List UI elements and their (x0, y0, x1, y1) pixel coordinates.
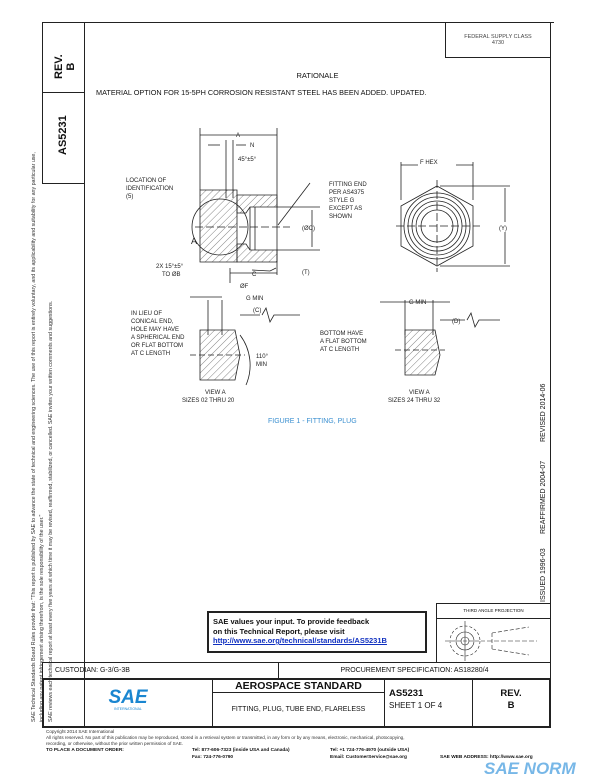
procurement-row (278, 662, 551, 679)
history-reaffirmed: REAFFIRMED 2004-07 (540, 460, 547, 534)
label-location-2: IDENTIFICATION (126, 186, 174, 192)
label-bottom-3: AT C LENGTH (320, 347, 360, 353)
label-lieu-5: OR FLAT BOTTOM (131, 343, 184, 349)
label-angle-45: 45°±5° (238, 157, 257, 163)
feedback-box (207, 611, 427, 653)
projection-label: THIRD ANGLE PROJECTION (437, 604, 550, 619)
label-chamfer-2: TO ØB (162, 272, 181, 278)
sae-logo-sub: INTERNATIONAL (114, 707, 142, 711)
feedback-line-1: SAE values your input. To provide feedback (213, 617, 370, 626)
watermark-logo: SAE NORM (484, 759, 576, 778)
rev-cell-value: B (507, 700, 515, 711)
doc-title-cell (212, 692, 385, 728)
federal-supply-class-box (445, 22, 551, 58)
label-fitting-3: STYLE G (329, 198, 355, 204)
label-lieu-2: CONICAL END, (131, 319, 174, 325)
tel-us: Tel: 877-606-7323 (inside USA and Canada) (192, 748, 290, 753)
label-lieu-4: A SPHERICAL END (131, 335, 185, 341)
label-fitting-2: PER AS4375 (329, 190, 365, 196)
history-revised: REVISED 2014-06 (540, 383, 547, 442)
fax: Fax: 724-776-0790 (192, 755, 234, 760)
rev-cell-label: REV. (500, 688, 522, 699)
email[interactable]: Email: CustomerService@sae.org (330, 755, 407, 760)
footer (46, 729, 566, 747)
custodian: CUSTODIAN: G-3/G-3B (55, 667, 130, 674)
history-issued: ISSUED 1996-03 (540, 548, 547, 602)
label-bottom-1: BOTTOM HAVE (320, 331, 364, 337)
doc-number-cell (384, 678, 473, 728)
label-c: C (252, 272, 257, 278)
custodian-row (42, 662, 279, 679)
label-d-ref: (D) (452, 319, 461, 325)
rationale-title: RATIONALE (296, 71, 339, 80)
label-c-ref: (C) (253, 308, 262, 314)
doc-number-box (42, 92, 85, 184)
label-t: (T) (302, 270, 310, 276)
view-a-marker: A (191, 236, 198, 246)
label-location-1: LOCATION OF (126, 178, 167, 184)
label-chamfer-1: 2X 15°±5° (156, 264, 184, 270)
label-g-min: G MIN (246, 296, 264, 302)
label-y: (Y) (499, 226, 507, 232)
label-bottom-2: A FLAT BOTTOM (320, 339, 367, 345)
sheet-number: SHEET 1 OF 4 (389, 701, 443, 710)
standard-type: AEROSPACE STANDARD (235, 680, 362, 692)
label-location-3: (5) (126, 194, 134, 200)
label-lieu-3: HOLE MAY HAVE (131, 327, 180, 333)
disclaimer-1: SAE Technical Standards Board Rules provide that: "This report is published by SAE to advance the state of technical and engineering sciences. The use of this report is entirely voluntary, and its applicability and suitability for any particular use, including any patent infringement arising therefrom, is the sole responsibility of the user." (31, 152, 45, 722)
label-f: ØF (240, 284, 249, 290)
label-g-min-2: G MIN (409, 300, 427, 306)
doc-title: FITTING, PLUG, TUBE END, FLARELESS (231, 706, 366, 713)
label-n: N (250, 143, 255, 149)
figure-drawing (85, 120, 550, 440)
rev-cell (472, 678, 551, 728)
side-doc-number: AS5231 (57, 115, 69, 155)
standard-type-cell (212, 678, 385, 693)
fsc-value: 4730 (491, 40, 505, 46)
figure-caption: FIGURE 1 - FITTING, PLUG (268, 418, 357, 425)
label-fitting-4: EXCEPT AS (329, 206, 363, 212)
doc-number: AS5231 (389, 688, 424, 699)
third-angle-projection-box (436, 603, 551, 663)
procurement-spec: PROCUREMENT SPECIFICATION: AS18280/4 (340, 667, 489, 674)
label-fitting-1: FITTING END (329, 182, 367, 188)
disclaimer-2: SAE reviews each technical report at least every five years at which time it may be revised, reaffirmed, stabilized, or cancelled. SAE invites your written comments and suggestions. (48, 300, 54, 722)
label-lieu-6: AT C LENGTH (131, 351, 171, 357)
label-min: MIN (256, 362, 267, 368)
label-f-hex: F HEX (420, 160, 438, 166)
label-sizes-1: SIZES 02 THRU 20 (182, 398, 235, 404)
label-lieu-1: IN LIEU OF (131, 311, 163, 317)
fsc-label: FEDERAL SUPPLY CLASS (464, 34, 532, 40)
label-fitting-5: SHOWN (329, 214, 352, 220)
label-dc: (ØC) (302, 226, 315, 232)
rev-value: B (65, 62, 77, 71)
label-view-a-1: VIEW A (205, 390, 226, 396)
rev-box (42, 22, 85, 93)
projection-symbol-icon (437, 619, 550, 663)
label-sizes-2: SIZES 24 THRU 32 (388, 398, 441, 404)
tel-intl: Tel: +1 724-776-4970 (outside USA) (330, 748, 410, 753)
copyright: Copyright 2014 SAE International (46, 729, 115, 734)
label-view-a-2: VIEW A (409, 390, 430, 396)
label-a: A (236, 133, 241, 139)
order-label: TO PLACE A DOCUMENT ORDER: (46, 748, 124, 753)
rationale-text: MATERIAL OPTION FOR 15-5PH CORROSION RESISTANT STEEL HAS BEEN ADDED. UPDATED. (96, 88, 427, 97)
rev-label: REV. (53, 54, 65, 79)
feedback-line-2: on this Technical Report, please visit (213, 626, 345, 636)
web-address[interactable]: SAE WEB ADDRESS: http://www.sae.org (440, 755, 533, 760)
label-angle-110: 110° (256, 354, 268, 360)
rights-2: recording, or otherwise, without the prior written permission of SAE. (46, 741, 184, 746)
feedback-link[interactable]: http://www.sae.org/technical/standards/AS5231B (213, 636, 387, 645)
logo-cell (42, 678, 213, 728)
sae-logo: SAE (108, 687, 148, 708)
rights: All rights reserved. No part of this publication may be reproduced, stored in a retrieval system or transmitted, in any form or by any means, electronic, mechanical, photocopying, (46, 735, 405, 740)
